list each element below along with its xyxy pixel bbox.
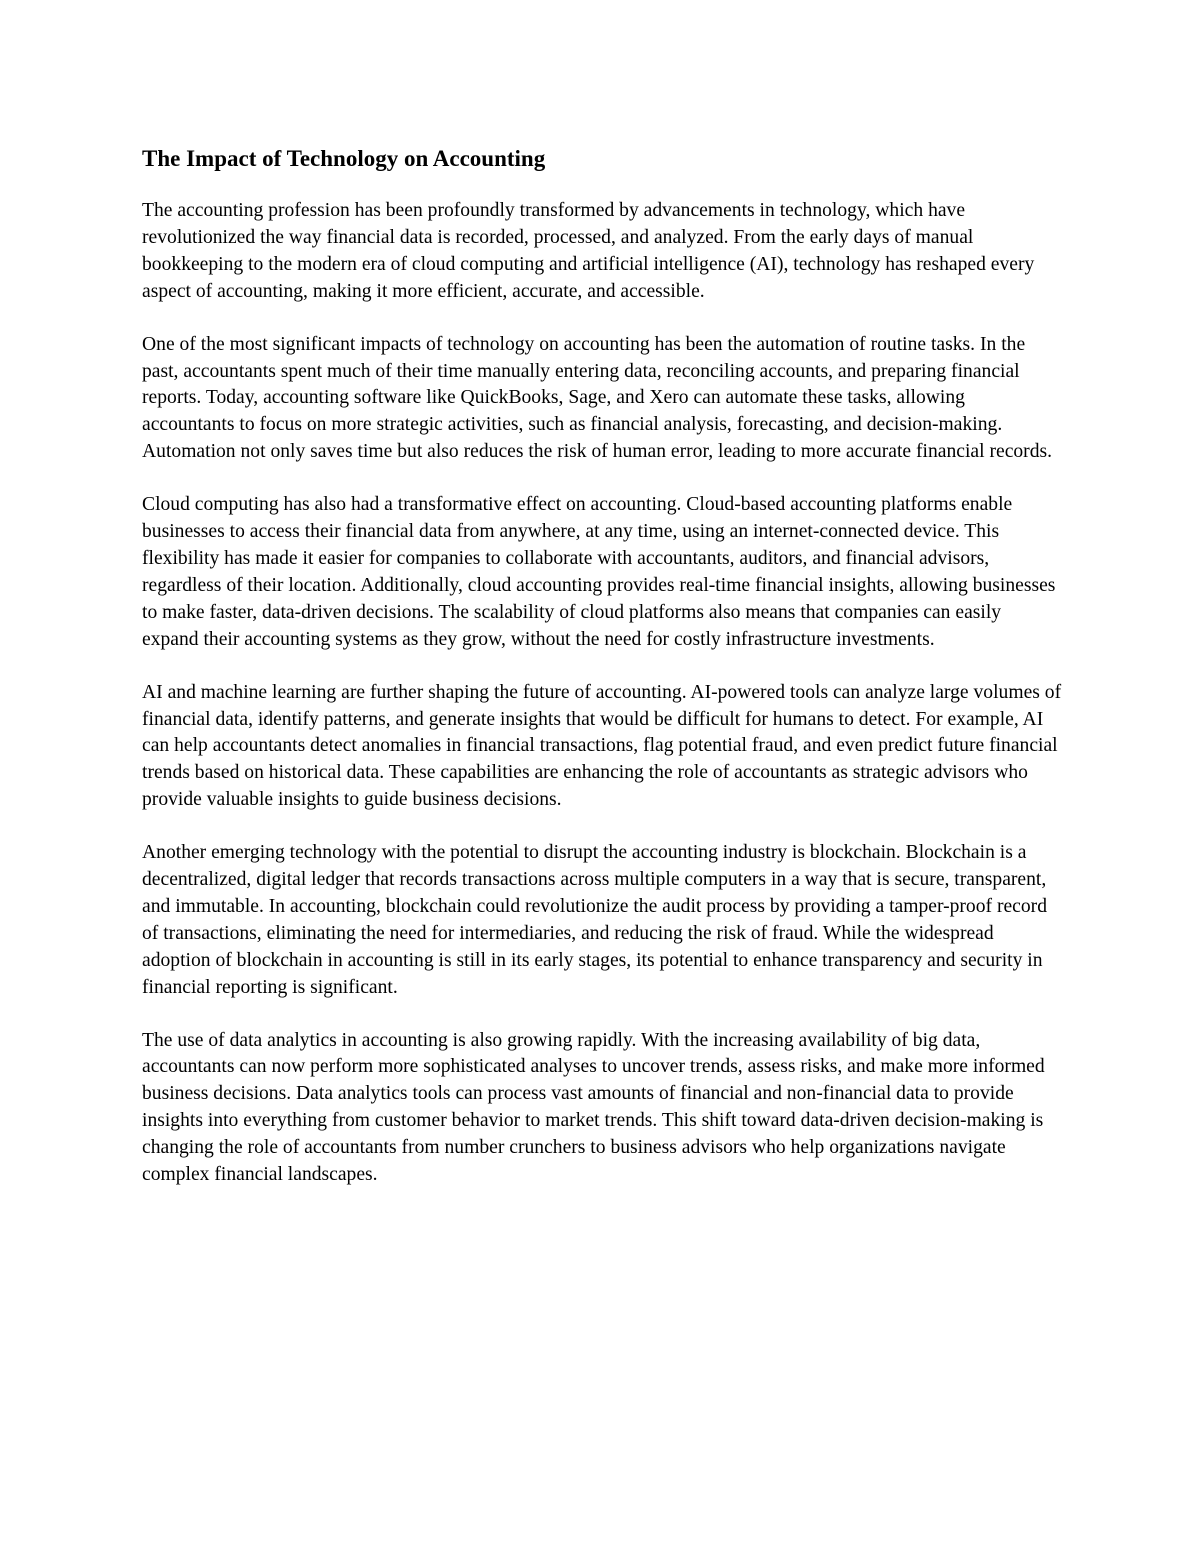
document-body [142,144,1062,1215]
paragraph-2: One of the most significant impacts of technology on accounting has been the automation of routine tasks. In the past, accountants spent much of their time manually entering data, reconciling accounts, and preparing financial reports. Today, accounting software like QuickBooks, Sage, and Xero can automate these tasks, allowing accountants to focus on more strategic activities, such as financial analysis, forecasting, and decision-making. Automation not only saves time but also reduces the risk of human error, leading to more accurate financial records. [142,333,1053,463]
document-title: The Impact of Technology on Accounting [142,146,546,171]
paragraph-1: The accounting profession has been profoundly transformed by advancements in technology, which have revolutionized the way financial data is recorded, processed, and analyzed. From the early days of manual bookkeeping to the modern era of cloud computing and artificial intelligence (AI), technology has reshaped every aspect of accounting, making it more efficient, accurate, and accessible. [142,200,1035,302]
paragraph-5: Another emerging technology with the potential to disrupt the accounting industry is blockchain. Blockchain is a decentralized, digital ledger that records transactions across multiple computers in a way that is secure, transparent, and immutable. In accounting, blockchain could revolutionize the audit process by providing a tamper-proof record of transactions, eliminating the need for intermediaries, and reducing the risk of fraud. While the widespread adoption of blockchain in accounting is still in its early stages, its potential to enhance transparency and security in financial reporting is significant. [142,842,1047,998]
paragraph-3: Cloud computing has also had a transformative effect on accounting. Cloud-based accounting platforms enable businesses to access their financial data from anywhere, at any time, using an internet-connected device. This flexibility has made it easier for companies to collaborate with accountants, auditors, and financial advisors, regardless of their location. Additionally, cloud accounting provides real-time financial insights, allowing businesses to make faster, data-driven decisions. The scalability of cloud platforms also means that companies can easily expand their accounting systems as they grow, without the need for costly infrastructure investments. [142,494,1056,650]
paragraph-4: AI and machine learning are further shaping the future of accounting. AI-powered tools can analyze large volumes of financial data, identify patterns, and generate insights that would be difficult for humans to detect. For example, AI can help accountants detect anomalies in financial transactions, flag potential fraud, and even predict future financial trends based on historical data. These capabilities are enhancing the role of accountants as strategic advisors who provide valuable insights to guide business decisions. [142,681,1062,811]
paragraph-6: The use of data analytics in accounting is also growing rapidly. With the increasing availability of big data, accountants can now perform more sophisticated analyses to uncover trends, assess risks, and make more informed business decisions. Data analytics tools can process vast amounts of financial and non-financial data to provide insights into everything from customer behavior to market trends. This shift toward data-driven decision-making is changing the role of accountants from number crunchers to business advisors who help organizations navigate complex financial landscapes. [142,1029,1045,1186]
